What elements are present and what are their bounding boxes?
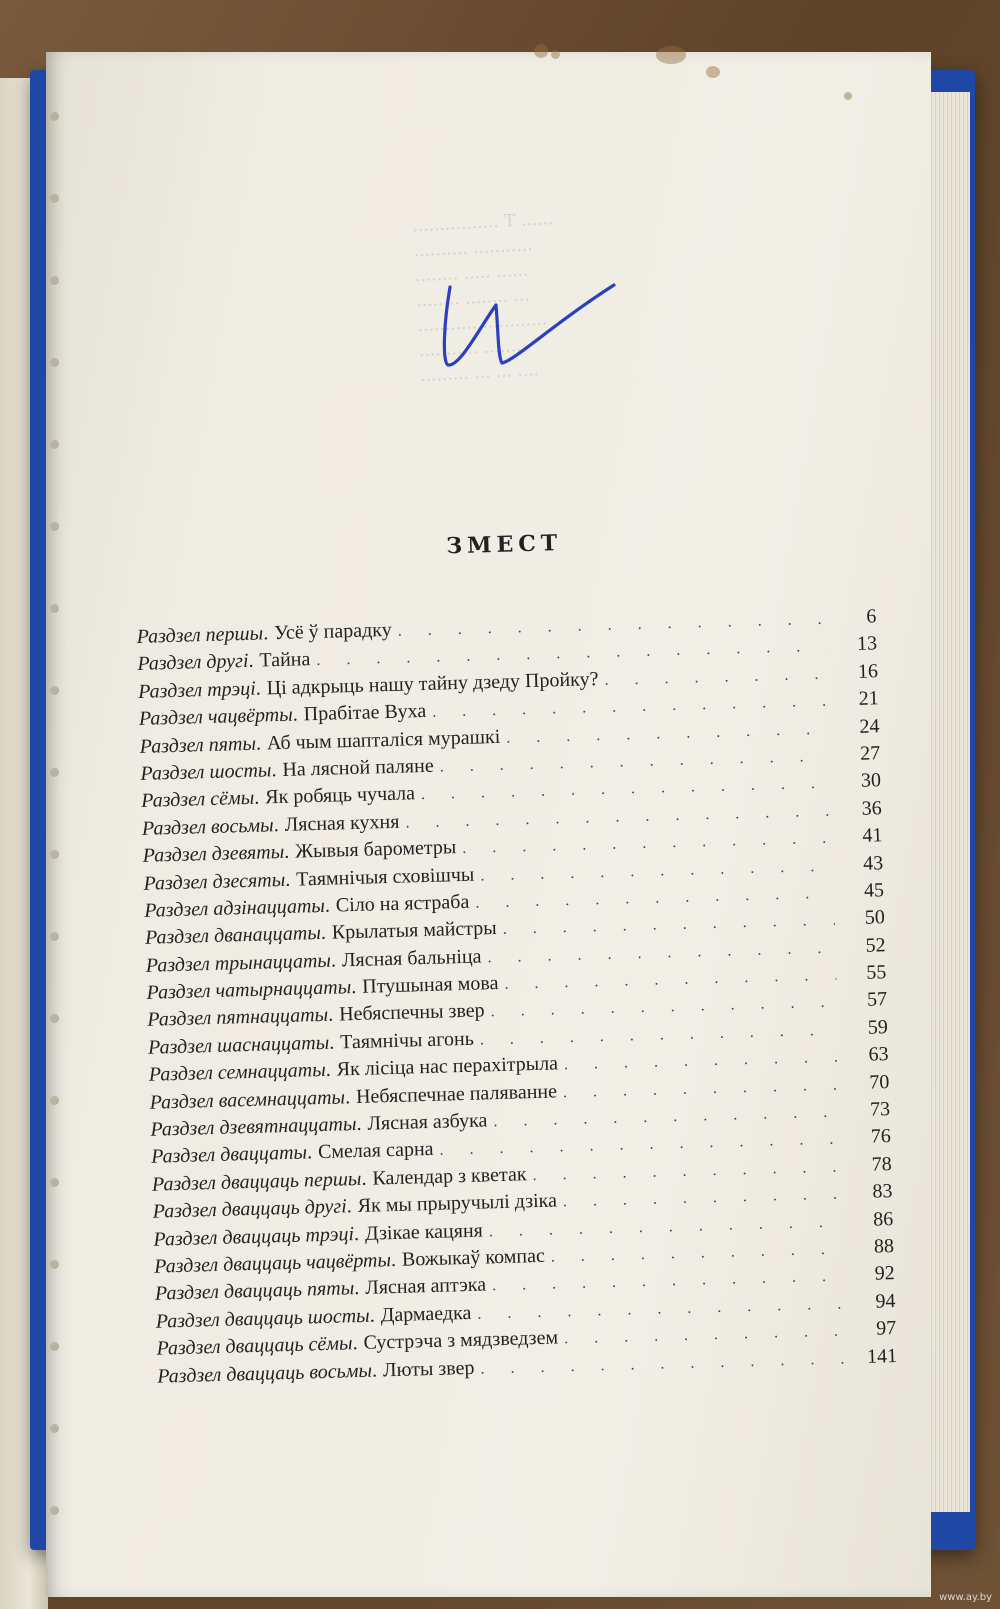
toc-section-label: Раздзел дзевятнаццаты: [150, 1113, 357, 1141]
ghost-line: ........................: [417, 309, 548, 337]
toc-section-label: Раздзел трэці: [137, 677, 257, 703]
toc-separator: .: [320, 922, 327, 945]
toc-separator: .: [306, 1141, 313, 1164]
toc-page-number: 55: [866, 961, 887, 984]
toc-chapter-name: Небяспечны звер: [338, 999, 485, 1026]
toc-section-label: Раздзел першы: [136, 622, 264, 648]
toc-separator: .: [271, 759, 277, 782]
toc-chapter-name: Лясная аптэка: [364, 1273, 487, 1300]
toc-separator: .: [253, 786, 260, 810]
binding-hole: [50, 112, 59, 121]
toc-page-number: 86: [872, 1207, 894, 1231]
toc-list: [136, 605, 897, 1392]
toc-section-label: Раздзел сёмы: [140, 787, 255, 813]
toc-page-number: 41: [862, 824, 883, 847]
stain: [551, 50, 560, 59]
toc-section-label: Раздзел дваццаць трэці: [153, 1222, 355, 1251]
toc-dot-leader: [493, 1104, 840, 1132]
toc-page-number: 70: [869, 1070, 890, 1094]
toc-chapter-name: Сустрэча з мядзведзем: [363, 1326, 559, 1355]
toc-chapter-name: Смелая сарна: [317, 1138, 434, 1164]
toc-separator: .: [325, 1058, 332, 1082]
binding-hole: [50, 1342, 59, 1351]
toc-chapter-name: Дармаедка: [380, 1301, 472, 1327]
toc-chapter-name: Тайна: [259, 648, 311, 672]
toc-section-label: Раздзел дваццаць першы: [151, 1167, 362, 1196]
ghost-line: .......... ...........: [413, 235, 533, 262]
toc-chapter-name: Як мы прыручылі дзіка: [357, 1189, 558, 1218]
toc-chapter-name: Птушыная мова: [361, 972, 499, 998]
toc-dot-leader: [604, 665, 828, 689]
toc-dot-leader: [551, 1240, 845, 1266]
toc-chapter-name: Вожыкаў компас: [401, 1244, 546, 1271]
toc-chapter-name: Усё ў парадку: [273, 618, 392, 645]
toc-chapter-name: Крылатыя майстры: [331, 917, 497, 944]
toc-section-label: Раздзел дваццаць шосты: [155, 1304, 370, 1333]
toc-chapter-name: Сіло на ястраба: [335, 890, 470, 917]
toc-section-label: Раздзел дванаццаты: [144, 922, 322, 950]
toc-chapter-name: Як лісіца нас перахітрыла: [336, 1052, 559, 1081]
toc-section-label: Раздзел адзінаццаты: [143, 894, 326, 922]
toc-dot-leader: [475, 884, 834, 912]
toc-separator: .: [327, 1004, 334, 1027]
toc-chapter-name: Дзікае кацяня: [364, 1219, 484, 1245]
toc-dot-leader: [480, 1021, 839, 1049]
toc-page-number: 57: [866, 988, 888, 1012]
toc-page-number: 24: [859, 714, 880, 738]
toc-separator: .: [344, 1085, 351, 1108]
toc-dot-leader: [502, 912, 835, 939]
toc-section-label: Раздзел дваццаць чацвёрты: [153, 1249, 392, 1278]
toc-section-label: Раздзел дваццаць пяты: [154, 1277, 355, 1306]
toc-page-number: 45: [863, 879, 885, 902]
toc-title: ЗМЕСТ: [445, 530, 563, 560]
toc-dot-leader: [480, 857, 833, 885]
toc-page-number: 94: [875, 1289, 896, 1313]
book-page: [46, 52, 931, 1597]
toc-page-number: 50: [864, 906, 886, 930]
toc-section-label: Раздзел другі: [137, 650, 249, 676]
toc-section-label: Раздзел пятнаццаты: [147, 1004, 329, 1032]
toc-separator: .: [330, 949, 337, 972]
toc-page-number: 59: [867, 1016, 889, 1039]
toc-separator: .: [353, 1222, 360, 1245]
binding-hole: [50, 522, 59, 531]
toc-dot-leader: [532, 1158, 842, 1185]
binding-hole: [50, 1424, 59, 1433]
toc-page-number: 76: [870, 1125, 892, 1149]
binding-hole: [50, 686, 59, 695]
toc-dot-leader: [480, 1350, 847, 1378]
toc-page-number: 63: [868, 1043, 889, 1066]
toc-section-label: Раздзел трынаццаты: [145, 949, 332, 977]
toc-section-label: Раздзел чатырнаццаты: [146, 976, 352, 1004]
toc-dot-leader: [492, 1268, 845, 1296]
toc-separator: .: [255, 677, 262, 700]
toc-section-label: Раздзел дзевяты: [142, 841, 285, 867]
toc-page-number: 52: [865, 933, 886, 957]
stain: [534, 44, 548, 58]
toc-chapter-name: Лясная кухня: [284, 810, 400, 836]
toc-section-label: Раздзел дваццаты: [150, 1141, 308, 1169]
toc-page-number: 30: [860, 769, 882, 793]
toc-separator: .: [262, 622, 269, 645]
toc-section-label: Раздзел дваццаць сёмы: [156, 1332, 353, 1360]
binding-hole: [50, 1178, 59, 1187]
toc-separator: .: [371, 1359, 378, 1382]
toc-chapter-name: Прабітае Вуха: [303, 700, 427, 726]
toc-section-label: Раздзел семнаццаты: [148, 1059, 327, 1087]
toc-chapter-name: Аб чым шапталіся мурашкі: [266, 725, 501, 754]
toc-chapter-name: Люты звер: [382, 1356, 475, 1381]
binding-hole: [50, 850, 59, 859]
toc-chapter-name: Календар з кветак: [372, 1163, 527, 1190]
toc-separator: .: [284, 868, 291, 891]
toc-page-number: 92: [874, 1262, 896, 1285]
toc-separator: .: [361, 1167, 367, 1190]
ghost-line: ......... ... ... ....: [419, 359, 540, 387]
toc-section-label: Раздзел дваццаць восьмы: [156, 1359, 373, 1388]
toc-separator: .: [248, 650, 254, 673]
toc-page-number: 13: [856, 632, 878, 656]
toc-chapter-name: Таямнічыя сховішчы: [295, 863, 475, 891]
toc-separator: .: [352, 1332, 358, 1355]
toc-page-number: 97: [875, 1317, 897, 1340]
toc-dot-leader: [563, 1076, 840, 1102]
toc-dot-leader: [487, 939, 836, 967]
ghost-line: ........ ........ ...: [415, 285, 531, 312]
toc-page-number: 141: [866, 1344, 898, 1368]
toc-section-label: Раздзел восьмы: [141, 813, 274, 840]
toc-separator: .: [346, 1195, 353, 1218]
toc-dot-leader: [564, 1049, 839, 1075]
toc-dot-leader: [489, 1213, 844, 1241]
toc-separator: .: [390, 1248, 397, 1272]
ghost-line: ........ ..... ......: [414, 260, 529, 287]
binding-hole: [50, 440, 59, 449]
toc-section-label: Раздзел шосты: [140, 759, 272, 785]
toc-page-number: 36: [861, 796, 883, 820]
toc-section-label: Раздзел дзесяты: [143, 868, 286, 895]
toc-chapter-name: Лясная азбука: [367, 1109, 488, 1135]
toc-section-label: Раздзел пяты: [139, 732, 257, 758]
toc-page-number: 27: [859, 742, 881, 765]
toc-page-number: 16: [857, 660, 879, 683]
table-of-contents: [134, 521, 897, 1392]
toc-separator: .: [369, 1304, 375, 1327]
toc-dot-leader: [504, 967, 836, 994]
toc-separator: .: [324, 894, 331, 917]
toc-separator: .: [328, 1031, 335, 1054]
toc-page-number: 21: [858, 687, 879, 710]
toc-dot-leader: [490, 994, 837, 1022]
toc-section-label: Раздзел чацвёрты: [138, 703, 294, 731]
binding-hole: [50, 1506, 59, 1515]
toc-chapter-name: Жывыя барометры: [294, 836, 457, 863]
toc-section-label: Раздзел шаснаццаты: [147, 1031, 330, 1059]
toc-separator: .: [292, 703, 299, 726]
binding-hole: [50, 1096, 59, 1105]
binding-hole: [50, 194, 59, 203]
toc-section-label: Раздзел дваццаць другі: [152, 1195, 348, 1223]
binding-hole: [50, 276, 59, 285]
toc-separator: .: [353, 1277, 360, 1300]
toc-chapter-name: Лясная бальніца: [341, 945, 482, 972]
toc-chapter-name: Таямнічы агонь: [339, 1027, 475, 1054]
toc-chapter-name: Небяспечнае паляванне: [355, 1080, 558, 1108]
toc-page-number: 88: [873, 1235, 895, 1258]
toc-separator: .: [356, 1112, 362, 1136]
toc-section-label: Раздзел васемнаццаты: [149, 1085, 346, 1114]
toc-chapter-name: На лясной паляне: [282, 754, 434, 781]
toc-page-number: 73: [869, 1098, 891, 1121]
watermark: www.ay.by: [939, 1592, 992, 1603]
binding-hole: [50, 1260, 59, 1269]
toc-separator: .: [350, 976, 357, 999]
toc-page-number: 83: [872, 1180, 893, 1203]
toc-separator: .: [255, 732, 262, 755]
toc-page-number: 78: [871, 1152, 892, 1176]
toc-separator: .: [273, 813, 279, 836]
toc-dot-leader: [506, 720, 830, 747]
handwritten-signature: [436, 267, 636, 387]
binding-hole: [50, 1014, 59, 1023]
ghost-line: ................ Т ......: [411, 209, 554, 237]
toc-chapter-name: Як робяць чучала: [264, 782, 416, 809]
toc-chapter-name: Ці адкрыць нашу тайну дзеду Пройку?: [266, 667, 599, 700]
stain: [706, 66, 720, 78]
stain: [656, 46, 686, 64]
stain: [844, 92, 852, 100]
toc-dot-leader: [563, 1186, 843, 1212]
binding-hole: [50, 604, 59, 613]
toc-separator: .: [283, 840, 290, 864]
binding-hole: [50, 358, 59, 367]
toc-page-number: 6: [866, 605, 877, 628]
toc-dot-leader: [564, 1323, 847, 1349]
binding-hole: [50, 932, 59, 941]
binding-holes: [50, 112, 64, 1592]
ghost-line: ........... ........: [418, 335, 528, 362]
binding-hole: [50, 768, 59, 777]
toc-page-number: 43: [862, 851, 884, 875]
